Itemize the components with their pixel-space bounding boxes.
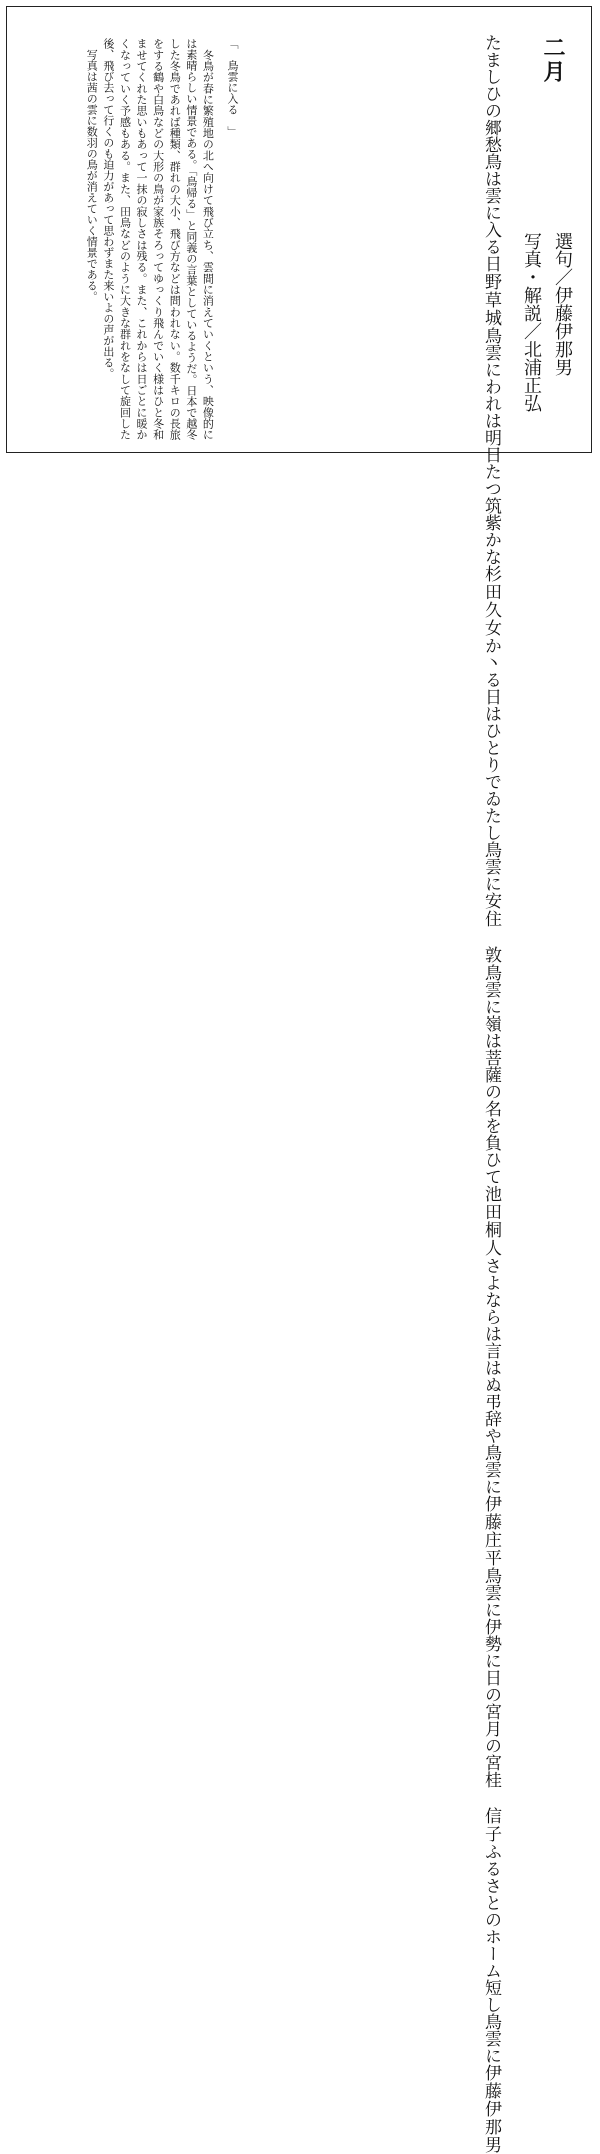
haiku-text: 鳥雲に伊勢に日の宮月の宮: [481, 1567, 501, 1771]
haiku-text: 鳥雲に嶺は菩薩の名を負ひて: [481, 964, 501, 1185]
credits: [516, 232, 578, 432]
haiku-item: [473, 637, 509, 964]
haiku-item: [473, 327, 509, 637]
haiku-text: ふるさとのホーム短し鳥雲に: [481, 1843, 501, 2064]
month-title: 二月: [540, 36, 565, 84]
haiku-author: 日野草城: [481, 255, 501, 327]
haiku-item: [473, 1257, 509, 1567]
haiku-item: [473, 964, 509, 1257]
haiku-author: 伊藤庄平: [481, 1495, 501, 1567]
haiku-text: 鳥雲にわれは明日たつ筑紫かな: [481, 327, 501, 565]
essay-heading: 「 鳥雲に入る 」: [226, 38, 239, 137]
haiku-item: [473, 1843, 509, 2154]
haiku-text: たましひの郷愁鳥は雲に入る: [481, 34, 501, 255]
essay-body: 冬鳥が春に繁殖地の北へ向けて飛び立ち、雲間に消えていくという、映像的には素晴らしい情景である。「鳥帰る」と同義の言葉としているようだ。日本で越冬した冬鳥であれば種類、群れの大小、飛び方などは問われない。数千キロの長旅をする鶴や白鳥などの大形の鳥が家族そろってゆっくり飛んでいく様はひと冬和ませてくれた思いもあって一抹の寂しさは残る。また、これからは日ごとに暖かくなっていく予感もある。また、田鳥などのように大きな群れをなして旋回した後、飛び去って行くのも迫力があって思わずまた来いよの声が出る。: [101, 38, 215, 440]
haiku-text: か丶る日はひとりでゐたし鳥雲に: [481, 637, 501, 892]
haiku-text: さよならは言はぬ弔辞や鳥雲に: [481, 1257, 501, 1495]
photo-caption: 写真は茜の雲に数羽の鳥が消えていく情景である。: [85, 38, 99, 302]
haiku-author: 伊藤伊那男: [481, 2064, 501, 2154]
haiku-author: 池田桐人: [481, 1185, 501, 1257]
haiku-list: [473, 34, 509, 2154]
haiku-author: 桂 信子: [481, 1771, 501, 1843]
haiku-author: 安住 敦: [481, 892, 501, 964]
selection-credit: 選句／伊藤伊那男: [552, 232, 573, 376]
haiku-item: [473, 1567, 509, 1843]
photo-credit: 写真・解説／北浦正弘: [521, 232, 542, 412]
haiku-author: 杉田久女: [481, 565, 501, 637]
essay: [83, 38, 240, 440]
haiku-item: [473, 34, 509, 327]
